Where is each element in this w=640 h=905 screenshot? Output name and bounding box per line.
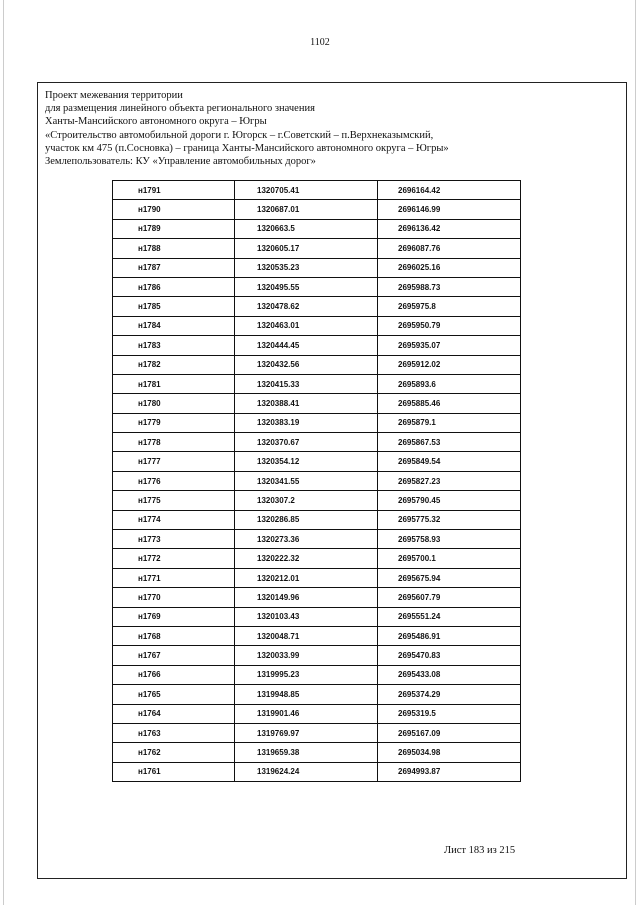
table-row [113, 510, 521, 529]
x-coordinate-cell: 1320463.01 [235, 316, 378, 335]
y-coordinate-cell: 2695374.29 [378, 685, 521, 704]
point-id-cell: н1778 [113, 433, 235, 452]
y-coordinate-cell: 2695675.94 [378, 568, 521, 587]
header-line: Ханты-Мансийского автономного округа – Югры [45, 116, 267, 128]
y-coordinate-cell: 2695879.1 [378, 413, 521, 432]
point-id-cell: н1781 [113, 374, 235, 393]
x-coordinate-cell: 1320103.43 [235, 607, 378, 626]
x-coordinate-cell: 1320033.99 [235, 646, 378, 665]
y-coordinate-cell: 2696146.99 [378, 200, 521, 219]
y-coordinate-cell: 2695433.08 [378, 665, 521, 684]
table-row [113, 181, 521, 200]
point-id-cell: н1764 [113, 704, 235, 723]
table-row [113, 433, 521, 452]
page-number: 1102 [310, 37, 330, 48]
y-coordinate-cell: 2695486.91 [378, 626, 521, 645]
table-row [113, 394, 521, 413]
y-coordinate-cell: 2695319.5 [378, 704, 521, 723]
table-row [113, 588, 521, 607]
table-row [113, 452, 521, 471]
point-id-cell: н1765 [113, 685, 235, 704]
table-row [113, 607, 521, 626]
table-row [113, 316, 521, 335]
header-line: участок км 475 (п.Сосновка) – граница Ханты-Мансийского автономного округа – Югры» [45, 142, 449, 154]
x-coordinate-cell: 1320212.01 [235, 568, 378, 587]
scan-edge-left [3, 0, 4, 905]
x-coordinate-cell: 1320605.17 [235, 239, 378, 258]
y-coordinate-cell: 2695167.09 [378, 723, 521, 742]
point-id-cell: н1788 [113, 239, 235, 258]
point-id-cell: н1776 [113, 471, 235, 490]
y-coordinate-cell: 2695758.93 [378, 530, 521, 549]
y-coordinate-cell: 2694993.87 [378, 762, 521, 781]
table-row [113, 704, 521, 723]
y-coordinate-cell: 2695988.73 [378, 277, 521, 296]
point-id-cell: н1789 [113, 219, 235, 238]
y-coordinate-cell: 2695790.45 [378, 491, 521, 510]
point-id-cell: н1774 [113, 510, 235, 529]
x-coordinate-cell: 1320495.55 [235, 277, 378, 296]
point-id-cell: н1785 [113, 297, 235, 316]
table-row [113, 743, 521, 762]
table-row [113, 219, 521, 238]
point-id-cell: н1790 [113, 200, 235, 219]
y-coordinate-cell: 2695551.24 [378, 607, 521, 626]
scan-edge-right [635, 0, 636, 905]
header-line: Землепользователь: КУ «Управление автомобильных дорог» [45, 156, 316, 168]
table-row [113, 665, 521, 684]
table-row [113, 277, 521, 296]
x-coordinate-cell: 1320663.5 [235, 219, 378, 238]
table-row [113, 200, 521, 219]
point-id-cell: н1787 [113, 258, 235, 277]
x-coordinate-cell: 1319624.24 [235, 762, 378, 781]
table-row [113, 626, 521, 645]
point-id-cell: н1773 [113, 530, 235, 549]
y-coordinate-cell: 2695935.07 [378, 336, 521, 355]
x-coordinate-cell: 1320149.96 [235, 588, 378, 607]
table-row [113, 471, 521, 490]
x-coordinate-cell: 1320341.55 [235, 471, 378, 490]
point-id-cell: н1763 [113, 723, 235, 742]
point-id-cell: н1786 [113, 277, 235, 296]
x-coordinate-cell: 1320307.2 [235, 491, 378, 510]
point-id-cell: н1767 [113, 646, 235, 665]
y-coordinate-cell: 2695885.46 [378, 394, 521, 413]
table-row [113, 568, 521, 587]
y-coordinate-cell: 2695827.23 [378, 471, 521, 490]
table-row [113, 239, 521, 258]
point-id-cell: н1779 [113, 413, 235, 432]
point-id-cell: н1772 [113, 549, 235, 568]
y-coordinate-cell: 2695700.1 [378, 549, 521, 568]
x-coordinate-cell: 1320222.32 [235, 549, 378, 568]
x-coordinate-cell: 1320444.45 [235, 336, 378, 355]
point-id-cell: н1761 [113, 762, 235, 781]
table-row [113, 685, 521, 704]
x-coordinate-cell: 1319769.97 [235, 723, 378, 742]
y-coordinate-cell: 2695975.8 [378, 297, 521, 316]
point-id-cell: н1769 [113, 607, 235, 626]
y-coordinate-cell: 2695867.53 [378, 433, 521, 452]
x-coordinate-cell: 1320273.36 [235, 530, 378, 549]
x-coordinate-cell: 1320478.62 [235, 297, 378, 316]
point-id-cell: н1791 [113, 181, 235, 200]
x-coordinate-cell: 1319948.85 [235, 685, 378, 704]
y-coordinate-cell: 2695034.98 [378, 743, 521, 762]
table-row [113, 355, 521, 374]
x-coordinate-cell: 1320354.12 [235, 452, 378, 471]
coordinates-table-body [113, 181, 521, 782]
x-coordinate-cell: 1320687.01 [235, 200, 378, 219]
y-coordinate-cell: 2695893.6 [378, 374, 521, 393]
document-header [45, 89, 605, 168]
x-coordinate-cell: 1320432.56 [235, 355, 378, 374]
y-coordinate-cell: 2696025.16 [378, 258, 521, 277]
x-coordinate-cell: 1319995.23 [235, 665, 378, 684]
point-id-cell: н1762 [113, 743, 235, 762]
x-coordinate-cell: 1320286.85 [235, 510, 378, 529]
coordinates-table [112, 180, 521, 782]
point-id-cell: н1777 [113, 452, 235, 471]
table-row [113, 723, 521, 742]
y-coordinate-cell: 2695607.79 [378, 588, 521, 607]
header-line: для размещения линейного объекта регионального значения [45, 103, 315, 115]
point-id-cell: н1768 [113, 626, 235, 645]
x-coordinate-cell: 1320383.19 [235, 413, 378, 432]
x-coordinate-cell: 1320388.41 [235, 394, 378, 413]
header-line: Проект межевания территории [45, 90, 183, 101]
x-coordinate-cell: 1320535.23 [235, 258, 378, 277]
y-coordinate-cell: 2695950.79 [378, 316, 521, 335]
x-coordinate-cell: 1319659.38 [235, 743, 378, 762]
y-coordinate-cell: 2695775.32 [378, 510, 521, 529]
y-coordinate-cell: 2695849.54 [378, 452, 521, 471]
table-row [113, 374, 521, 393]
table-row [113, 413, 521, 432]
table-row [113, 530, 521, 549]
x-coordinate-cell: 1320705.41 [235, 181, 378, 200]
y-coordinate-cell: 2695470.83 [378, 646, 521, 665]
point-id-cell: н1782 [113, 355, 235, 374]
x-coordinate-cell: 1320370.67 [235, 433, 378, 452]
table-row [113, 491, 521, 510]
table-row [113, 646, 521, 665]
y-coordinate-cell: 2695912.02 [378, 355, 521, 374]
x-coordinate-cell: 1319901.46 [235, 704, 378, 723]
sheet-counter: Лист 183 из 215 [444, 845, 516, 856]
x-coordinate-cell: 1320415.33 [235, 374, 378, 393]
point-id-cell: н1784 [113, 316, 235, 335]
table-row [113, 258, 521, 277]
y-coordinate-cell: 2696164.42 [378, 181, 521, 200]
header-line: «Строительство автомобильной дороги г. Югорск – г.Советский – п.Верхнеказымский, [45, 129, 434, 141]
point-id-cell: н1770 [113, 588, 235, 607]
point-id-cell: н1775 [113, 491, 235, 510]
table-row [113, 762, 521, 781]
table-row [113, 297, 521, 316]
point-id-cell: н1780 [113, 394, 235, 413]
point-id-cell: н1766 [113, 665, 235, 684]
table-row [113, 549, 521, 568]
point-id-cell: н1771 [113, 568, 235, 587]
table-row [113, 336, 521, 355]
y-coordinate-cell: 2696087.76 [378, 239, 521, 258]
point-id-cell: н1783 [113, 336, 235, 355]
x-coordinate-cell: 1320048.71 [235, 626, 378, 645]
y-coordinate-cell: 2696136.42 [378, 219, 521, 238]
